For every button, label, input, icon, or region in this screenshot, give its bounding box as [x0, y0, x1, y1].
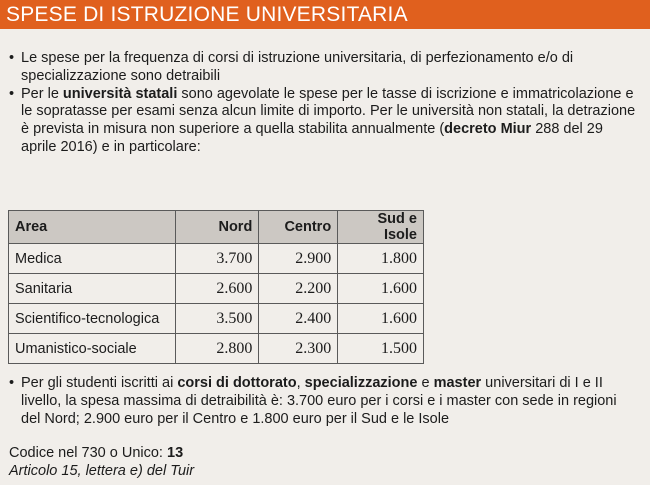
- cell-centro: 2.300: [259, 334, 338, 364]
- table-header-row: [9, 211, 424, 244]
- column-header-centro: Centro: [259, 211, 338, 244]
- cell-sud: 1.600: [338, 304, 424, 334]
- cell-centro: 2.900: [259, 244, 338, 274]
- header-banner: [0, 0, 650, 29]
- column-header-area: Area: [9, 211, 176, 244]
- cell-nord: 2.600: [175, 274, 259, 304]
- bold-term: master: [433, 375, 482, 391]
- bullet-spese-detraibili: [9, 50, 639, 86]
- table-row: [9, 244, 424, 274]
- cell-sud: 1.800: [338, 244, 424, 274]
- cell-area: Scientifico-tecnologica: [9, 304, 176, 334]
- bullet-text: Per le: [21, 85, 63, 102]
- legal-reference: Articolo 15, lettera e) del Tuir: [9, 463, 195, 479]
- bullet-text: sono agevolate le spese per le tasse di iscrizione e immatricolazione e le sopratasse per esami senza alcun limite di importo. Per le università non statali, la detrazione è prevista in misura non superiore a quella stabilita annualmente (: [21, 85, 636, 138]
- cell-sud: 1.600: [338, 274, 424, 304]
- dottorato-bullet-list: [9, 375, 639, 428]
- cell-nord: 3.700: [175, 244, 259, 274]
- cell-area: Medica: [9, 244, 176, 274]
- cell-area: Umanistico-sociale: [9, 334, 176, 364]
- cell-nord: 3.500: [175, 304, 259, 334]
- codice-730-line: [9, 445, 183, 463]
- bullet-text: e: [417, 375, 434, 391]
- intro-bullet-list: [9, 50, 639, 157]
- bullet-universita-statali: [9, 86, 639, 157]
- bullet-text: universitari di I e II livello, la spesa massima di detraibilità è: 3.700 euro per i corsi e i master con sede in regioni del Nord; 2.900 euro per il Centro e 1.800 euro per il Sud e le Isole: [21, 375, 617, 427]
- column-header-sud: Sud e Isole: [338, 211, 424, 244]
- cell-sud: 1.500: [338, 334, 424, 364]
- bullet-text: Le spese per la frequenza di corsi di istruzione universitaria, di perfezionamento e/o di specializzazione sono detraibili: [21, 50, 574, 84]
- bullet-text: ,: [296, 375, 305, 391]
- cell-centro: 2.400: [259, 304, 338, 334]
- bullet-icon: •: [9, 85, 15, 102]
- page-title: SPESE DI ISTRUZIONE UNIVERSITARIA: [6, 3, 408, 26]
- code-value: 13: [167, 445, 184, 461]
- cell-area: Sanitaria: [9, 274, 176, 304]
- bold-term: decreto Miur: [444, 121, 532, 138]
- bullet-text: Per gli studenti iscritti ai: [21, 375, 178, 391]
- bullet-icon: •: [9, 50, 15, 66]
- bullet-icon: •: [9, 375, 15, 391]
- bullet-dottorato: [9, 375, 639, 428]
- bullet-text: 288 del 29 aprile 2016) e in particolare:: [21, 121, 603, 155]
- bold-term: università statali: [62, 85, 178, 102]
- table-row: [9, 334, 424, 364]
- cell-centro: 2.200: [259, 274, 338, 304]
- bold-term: specializzazione: [304, 375, 418, 391]
- table-row: [9, 274, 424, 304]
- code-label: Codice nel 730 o Unico:: [9, 445, 167, 461]
- column-header-nord: Nord: [175, 211, 259, 244]
- detraction-table: [8, 210, 424, 364]
- cell-nord: 2.800: [175, 334, 259, 364]
- table-row: [9, 304, 424, 334]
- bold-term: corsi di dottorato: [177, 375, 297, 391]
